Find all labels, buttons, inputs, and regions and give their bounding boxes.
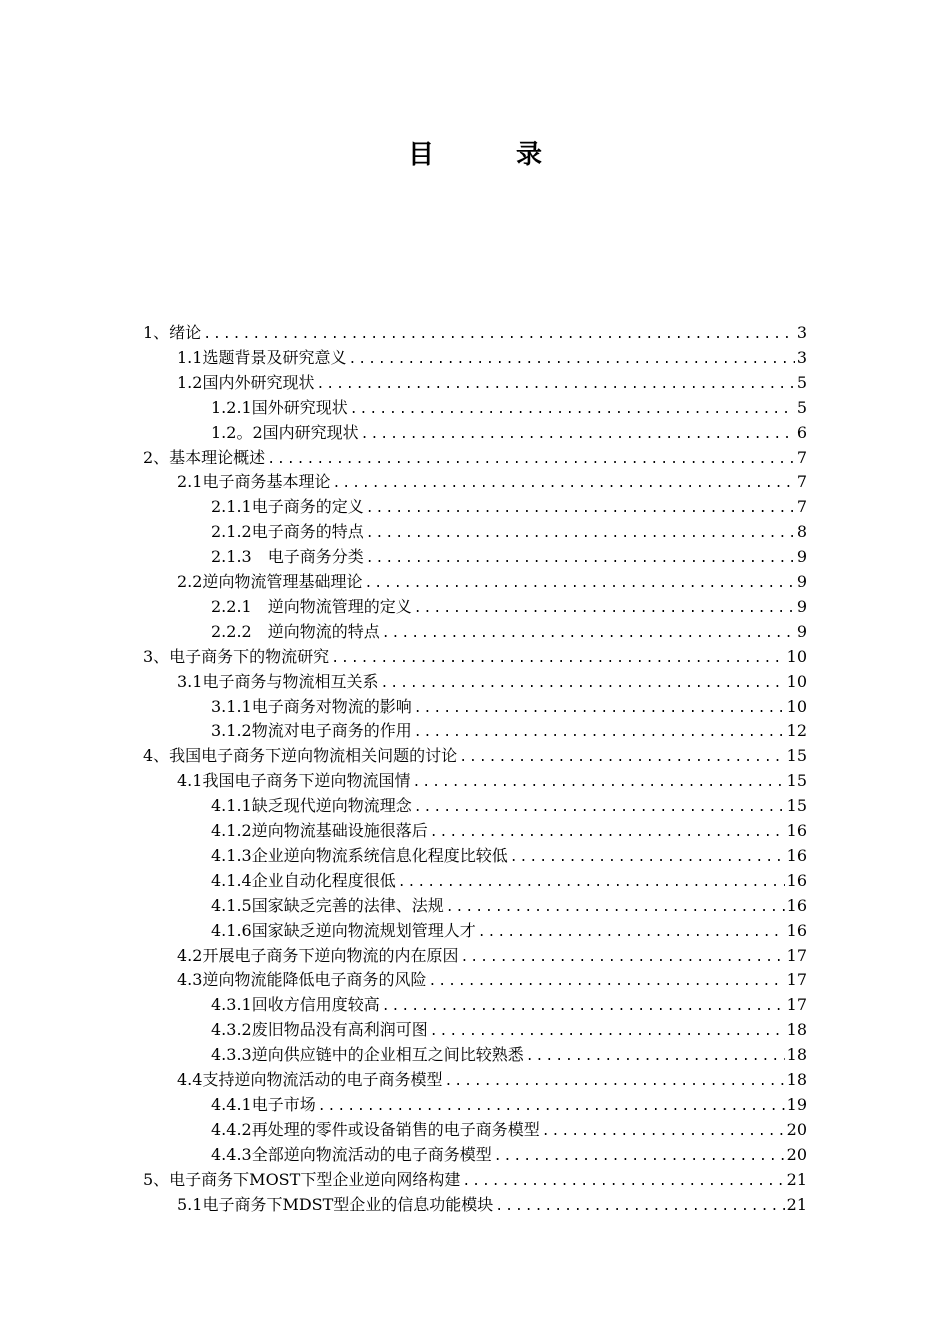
toc-entry-page: 16 — [786, 821, 807, 840]
toc-leader-dots — [462, 1169, 784, 1192]
toc-entry-title: 2、基本理论概述 — [143, 448, 266, 467]
toc-entry[interactable] — [177, 669, 807, 694]
toc-entry-page: 12 — [786, 721, 807, 740]
toc-entry-title: 4.4.2再处理的零件或设备销售的电子商务模型 — [211, 1120, 540, 1139]
toc-entry-page: 21 — [786, 1170, 807, 1189]
toc-entry[interactable] — [211, 619, 807, 644]
toc-entry-title: 4.3逆向物流能降低电子商务的风险 — [177, 970, 427, 989]
toc-entry[interactable] — [211, 818, 807, 843]
toc-entry[interactable] — [211, 843, 807, 868]
toc-leader-dots — [414, 795, 785, 818]
toc-leader-dots — [350, 397, 795, 420]
toc-entry-page: 10 — [786, 697, 807, 716]
toc-entry[interactable] — [177, 967, 807, 992]
toc-entry[interactable] — [143, 1167, 807, 1192]
toc-leader-dots — [430, 820, 785, 843]
toc-entry-page: 10 — [786, 672, 807, 691]
toc-entry[interactable] — [211, 395, 807, 420]
toc-leader-dots — [444, 1069, 784, 1092]
toc-entry-title: 4.3.2废旧物品没有高利润可图 — [211, 1020, 428, 1039]
toc-entry[interactable] — [177, 345, 807, 370]
toc-entry-title: 2.2逆向物流管理基础理论 — [177, 572, 363, 591]
toc-entry-page: 7 — [796, 472, 807, 491]
toc-entry-title: 1.2。2国内研究现状 — [211, 423, 359, 442]
toc-entry[interactable] — [211, 420, 807, 445]
toc-entry-page: 9 — [796, 547, 807, 566]
toc-leader-dots — [510, 845, 785, 868]
toc-entry-page: 7 — [796, 448, 807, 467]
toc-entry[interactable] — [177, 1067, 807, 1092]
toc-leader-dots — [459, 745, 784, 768]
toc-leader-dots — [348, 347, 794, 370]
toc-entry-page: 6 — [796, 423, 807, 442]
toc-entry-page: 16 — [786, 871, 807, 890]
toc-leader-dots — [382, 994, 785, 1017]
toc-entry-page: 21 — [786, 1195, 807, 1214]
toc-entry-title: 4.3.1回收方信用度较高 — [211, 995, 380, 1014]
toc-entry-page: 7 — [796, 497, 807, 516]
toc-entry[interactable] — [211, 1042, 807, 1067]
toc-entry[interactable] — [177, 943, 807, 968]
toc-entry-page: 19 — [786, 1095, 807, 1114]
toc-leader-dots — [446, 895, 785, 918]
toc-entry-page: 16 — [786, 846, 807, 865]
toc-entry[interactable] — [211, 793, 807, 818]
toc-entry-title: 4.1.6国家缺乏逆向物流规划管理人才 — [211, 921, 476, 940]
toc-entry-title: 4.3.3逆向供应链中的企业相互之间比较熟悉 — [211, 1045, 524, 1064]
toc-entry-page: 9 — [796, 572, 807, 591]
toc-entry-title: 4.1.1缺乏现代逆向物流理念 — [211, 796, 412, 815]
toc-entry[interactable] — [211, 868, 807, 893]
toc-entry-page: 8 — [796, 522, 807, 541]
toc-entry-title: 4.1.5国家缺乏完善的法律、法规 — [211, 896, 444, 915]
toc-entry-page: 3 — [796, 323, 807, 342]
toc-leader-dots — [364, 571, 794, 594]
toc-leader-dots — [203, 322, 795, 345]
toc-leader-dots — [428, 969, 784, 992]
toc-leader-dots — [361, 422, 795, 445]
toc-entry-title: 2.1.1电子商务的定义 — [211, 497, 364, 516]
toc-entry[interactable] — [211, 1142, 807, 1167]
toc-entry-page: 5 — [796, 373, 807, 392]
toc-entry-title: 2.2.2 逆向物流的特点 — [211, 622, 380, 641]
toc-leader-dots — [494, 1144, 785, 1167]
toc-entry-page: 5 — [796, 398, 807, 417]
toc-leader-dots — [542, 1119, 785, 1142]
toc-leader-dots — [495, 1194, 784, 1217]
toc-leader-dots — [331, 646, 784, 669]
toc-entry-page: 18 — [786, 1020, 807, 1039]
toc-leader-dots — [414, 720, 785, 743]
toc-entry-page: 17 — [786, 946, 807, 965]
toc-entry-title: 4.1我国电子商务下逆向物流国情 — [177, 771, 411, 790]
toc-entry-page: 18 — [786, 1045, 807, 1064]
toc-entry[interactable] — [211, 1092, 807, 1117]
toc-entry-page: 9 — [796, 622, 807, 641]
toc-leader-dots — [526, 1044, 785, 1067]
toc-entry[interactable] — [177, 1192, 807, 1217]
toc-entry[interactable] — [177, 569, 807, 594]
toc-entry-title: 2.2.1 逆向物流管理的定义 — [211, 597, 412, 616]
toc-entry-title: 5、电子商务下MOST下型企业逆向网络构建 — [143, 1170, 461, 1189]
toc-entry-title: 4.1.3企业逆向物流系统信息化程度比较低 — [211, 846, 508, 865]
toc-entry-page: 15 — [786, 746, 807, 765]
toc-leader-dots — [398, 870, 785, 893]
toc-entry-title: 2.1.2电子商务的特点 — [211, 522, 364, 541]
toc-leader-dots — [382, 621, 795, 644]
toc-entry-page: 16 — [786, 921, 807, 940]
toc-entry-title: 4.1.4企业自动化程度很低 — [211, 871, 396, 890]
toc-leader-dots — [414, 596, 795, 619]
toc-entry[interactable] — [143, 644, 807, 669]
toc-entry-title: 4.4.3全部逆向物流活动的电子商务模型 — [211, 1145, 492, 1164]
toc-entry[interactable] — [211, 519, 807, 544]
toc-entry-page: 17 — [786, 970, 807, 989]
toc-entry-page: 20 — [786, 1120, 807, 1139]
toc-entry-title: 2.1.3 电子商务分类 — [211, 547, 364, 566]
toc-leader-dots — [430, 1019, 785, 1042]
toc-entry-title: 2.1电子商务基本理论 — [177, 472, 331, 491]
toc-entry[interactable] — [211, 594, 807, 619]
toc-entry-title: 4、我国电子商务下逆向物流相关问题的讨论 — [143, 746, 458, 765]
page-title: 目 录 — [407, 140, 570, 170]
toc-leader-dots — [366, 546, 795, 569]
toc-leader-dots — [460, 945, 784, 968]
toc-entry-page: 16 — [786, 896, 807, 915]
toc-entry-title: 3.1电子商务与物流相互关系 — [177, 672, 379, 691]
toc-entry-page: 3 — [796, 348, 807, 367]
toc-leader-dots — [332, 471, 794, 494]
toc-entry-page: 15 — [786, 796, 807, 815]
toc-leader-dots — [366, 496, 795, 519]
toc-entry[interactable] — [211, 1117, 807, 1142]
toc-entry[interactable] — [211, 718, 807, 743]
toc-entry-title: 4.2开展电子商务下逆向物流的内在原因 — [177, 946, 459, 965]
toc-entry[interactable] — [143, 743, 807, 768]
toc-entry-page: 15 — [786, 771, 807, 790]
toc-entry-page: 18 — [786, 1070, 807, 1089]
toc-entry-page: 9 — [796, 597, 807, 616]
toc-entry-title: 4.1.2逆向物流基础设施很落后 — [211, 821, 428, 840]
toc-leader-dots — [318, 1094, 785, 1117]
toc-leader-dots — [316, 372, 794, 395]
toc-entry[interactable] — [211, 494, 807, 519]
toc-entry-title: 3.1.2物流对电子商务的作用 — [211, 721, 412, 740]
toc-entry[interactable] — [211, 918, 807, 943]
toc-entry-page: 20 — [786, 1145, 807, 1164]
toc-leader-dots — [380, 671, 784, 694]
toc-entry[interactable] — [177, 469, 807, 494]
toc-entry[interactable] — [143, 320, 807, 345]
toc-entry-title: 3、电子商务下的物流研究 — [143, 647, 330, 666]
toc-entry-title: 3.1.1电子商务对物流的影响 — [211, 697, 412, 716]
toc-leader-dots — [478, 920, 785, 943]
toc-leader-dots — [414, 696, 785, 719]
toc-entry-title: 4.4.1电子市场 — [211, 1095, 316, 1114]
toc-entry[interactable] — [211, 992, 807, 1017]
toc-entry[interactable] — [211, 544, 807, 569]
toc-leader-dots — [366, 521, 795, 544]
toc-entry[interactable] — [143, 445, 807, 470]
toc-entry-page: 17 — [786, 995, 807, 1014]
toc-entry[interactable] — [211, 694, 807, 719]
toc-entry-title: 1.1选题背景及研究意义 — [177, 348, 347, 367]
toc-entry-page: 10 — [786, 647, 807, 666]
toc-leader-dots — [412, 770, 784, 793]
toc-leader-dots — [267, 447, 795, 470]
toc-entry[interactable] — [211, 893, 807, 918]
toc-entry-title: 1.2国内外研究现状 — [177, 373, 315, 392]
toc-entry-title: 1、绪论 — [143, 323, 202, 342]
toc-entry-title: 5.1电子商务下MDST型企业的信息功能模块 — [177, 1195, 494, 1214]
toc-entry-title: 1.2.1国外研究现状 — [211, 398, 348, 417]
toc-entry[interactable] — [177, 768, 807, 793]
toc-entry[interactable] — [211, 1017, 807, 1042]
toc-entry-title: 4.4支持逆向物流活动的电子商务模型 — [177, 1070, 443, 1089]
toc-entry[interactable] — [177, 370, 807, 395]
